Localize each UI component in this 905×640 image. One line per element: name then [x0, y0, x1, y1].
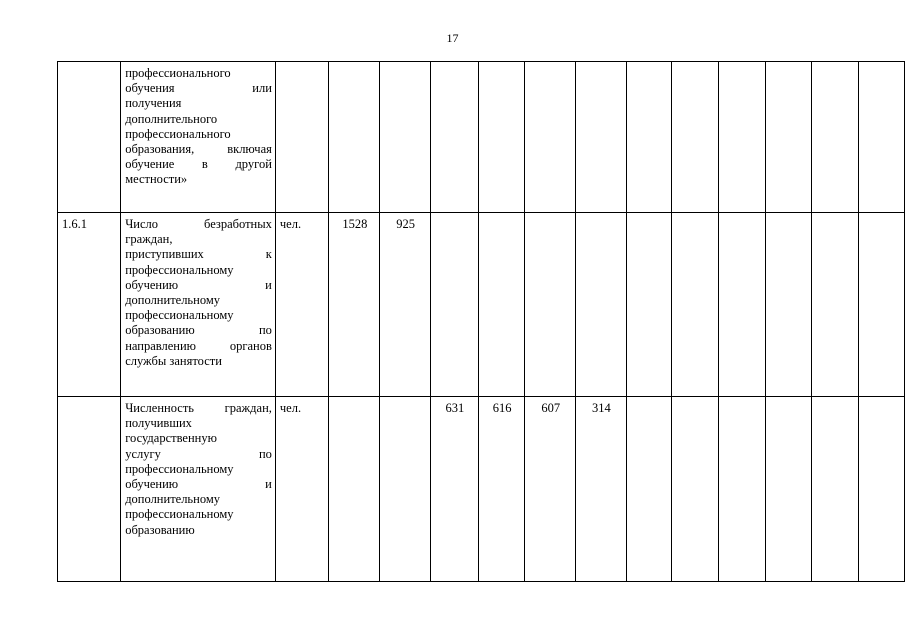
description-line: Численность граждан, [125, 401, 272, 415]
row-unit: чел. [275, 213, 329, 397]
description-line: образованию по [125, 323, 272, 338]
description-line: обучения или [125, 81, 272, 96]
value-cell [576, 62, 627, 213]
description-line: обучению и [125, 277, 272, 292]
value-cell: 1528 [329, 213, 380, 397]
value-cell [812, 397, 859, 582]
description-line: профессиональному [125, 308, 234, 323]
row-description [121, 397, 276, 582]
description-line: обучение в другой [125, 157, 272, 172]
value-cell [380, 62, 431, 213]
page-number: 17 [446, 31, 459, 45]
table-row [58, 213, 905, 397]
row-description [121, 62, 276, 213]
row-unit: чел. [275, 397, 329, 582]
row-description [121, 213, 276, 397]
description-line: обучению и [125, 477, 272, 492]
row-unit [275, 62, 329, 213]
value-cell [765, 213, 812, 397]
description-line: профессионального [125, 126, 231, 141]
table-row [58, 397, 905, 582]
description-line: дополнительному [125, 492, 220, 507]
value-cell [430, 62, 478, 213]
description-line: профессиональному [125, 262, 234, 277]
value-cell [765, 62, 812, 213]
value-cell [719, 397, 766, 582]
indicator-table [57, 61, 905, 582]
value-cell: 314 [576, 397, 627, 582]
value-cell [430, 213, 478, 397]
value-cell: 631 [430, 397, 478, 582]
description-line: дополнительному [125, 293, 220, 308]
description-line: граждан, [125, 232, 173, 247]
value-cell [812, 213, 859, 397]
value-cell [812, 62, 859, 213]
description-line: получения [125, 96, 182, 111]
value-cell [329, 397, 380, 582]
description-line: профессионального [125, 66, 231, 80]
description-line: профессиональному [125, 507, 234, 522]
value-cell [525, 62, 576, 213]
description-line: дополнительного [125, 111, 218, 126]
description-line: образованию [125, 522, 195, 537]
description-line: службы занятости [125, 353, 222, 368]
value-cell [859, 397, 905, 582]
value-cell [859, 62, 905, 213]
description-line: услугу по [125, 446, 272, 461]
value-cell [576, 213, 627, 397]
description-line: образования, включая [125, 142, 272, 157]
value-cell [478, 213, 525, 397]
value-cell [525, 213, 576, 397]
value-cell [672, 62, 719, 213]
value-cell: 925 [380, 213, 431, 397]
value-cell [478, 62, 525, 213]
value-cell: 616 [478, 397, 525, 582]
value-cell [719, 62, 766, 213]
value-cell [672, 213, 719, 397]
row-code [58, 397, 121, 582]
description-line: приступивших к [125, 247, 272, 262]
value-cell [626, 397, 672, 582]
row-code: 1.6.1 [58, 213, 121, 397]
description-line: государственную [125, 431, 217, 446]
value-cell: 607 [525, 397, 576, 582]
value-cell [329, 62, 380, 213]
description-line: местности» [125, 172, 188, 187]
value-cell [859, 213, 905, 397]
value-cell [719, 213, 766, 397]
value-cell [672, 397, 719, 582]
row-code [58, 62, 121, 213]
description-line: Число безработных [125, 217, 272, 231]
value-cell [380, 397, 431, 582]
value-cell [765, 397, 812, 582]
description-line: профессиональному [125, 461, 234, 476]
description-line: получивших [125, 416, 192, 431]
description-line: направлению органов [125, 338, 272, 353]
value-cell [626, 213, 672, 397]
value-cell [626, 62, 672, 213]
table-row [58, 62, 905, 213]
